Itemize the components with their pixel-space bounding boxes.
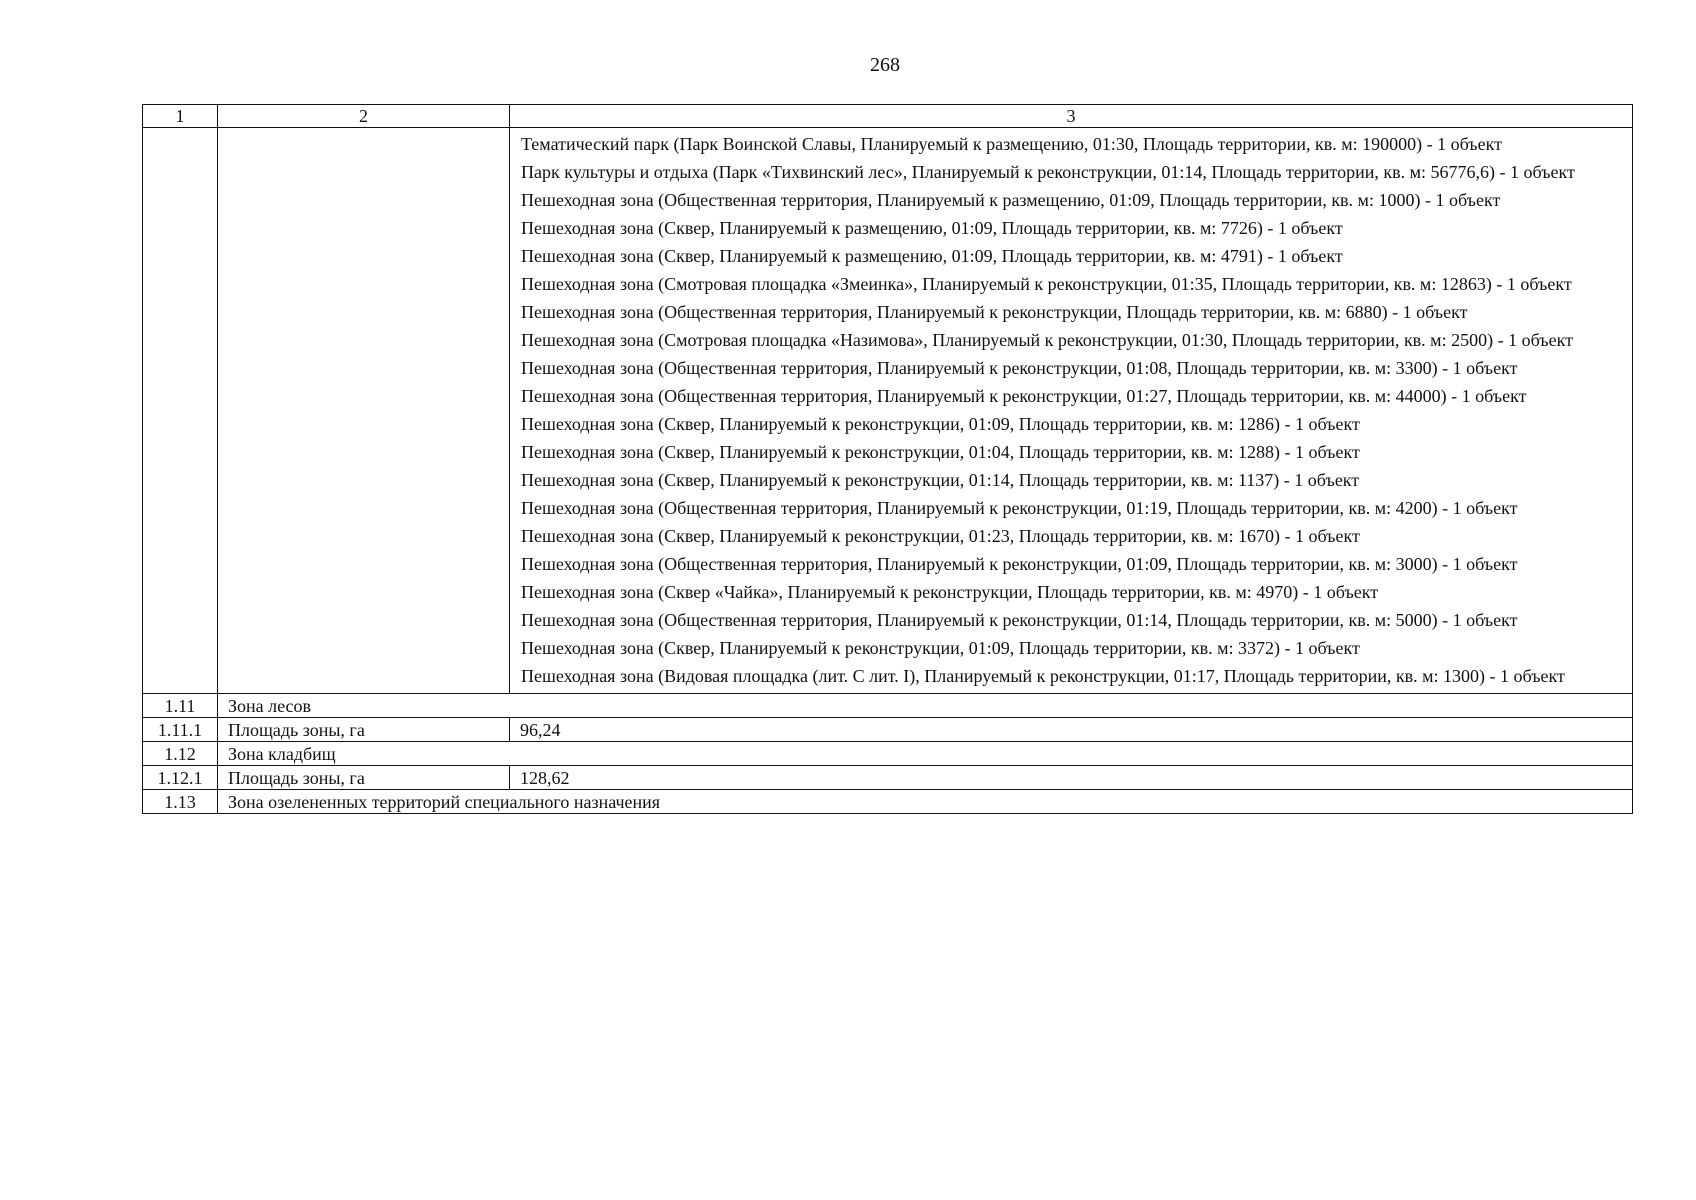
list-item: Пешеходная зона (Общественная территория, Планируемый к реконструкции, 01:19, Площадь территории, кв. м: 4200) - 1 объект: [521, 498, 1518, 518]
list-item: Парк культуры и отдыха (Парк «Тихвинский лес», Планируемый к реконструкции, 01:14, Площадь территории, кв. м: 56776,6) - 1 объект: [521, 162, 1575, 182]
row-name: Зона кладбищ: [218, 742, 1633, 766]
list-item: Пешеходная зона (Сквер, Планируемый к реконструкции, 01:04, Площадь территории, кв. м: 1288) - 1 объект: [521, 442, 1360, 462]
list-item: Пешеходная зона (Общественная территория, Планируемый к реконструкции, 01:09, Площадь территории, кв. м: 3000) - 1 объект: [521, 554, 1518, 574]
list-item: Пешеходная зона (Видовая площадка (лит. С лит. I), Планируемый к реконструкции, 01:17, Площадь территории, кв. м: 1300) - 1 объект: [521, 666, 1565, 686]
table-row: [143, 718, 1633, 742]
list-item: Пешеходная зона (Общественная территория, Планируемый к размещению, 01:09, Площадь территории, кв. м: 1000) - 1 объект: [521, 190, 1501, 210]
table-header-row: [143, 105, 1633, 128]
row-code: 1.11.1: [143, 718, 218, 742]
document-table: [142, 104, 1633, 814]
items-code-cell: [143, 128, 218, 694]
list-item: Пешеходная зона (Сквер, Планируемый к реконструкции, 01:14, Площадь территории, кв. м: 1137) - 1 объект: [521, 470, 1360, 490]
list-item: Тематический парк (Парк Воинской Славы, Планируемый к размещению, 01:30, Площадь территории, кв. м: 190000) - 1 объект: [521, 134, 1502, 154]
list-item: Пешеходная зона (Смотровая площадка «Змеинка», Планируемый к реконструкции, 01:35, Площадь территории, кв. м: 12863) - 1 объект: [521, 274, 1572, 294]
list-item: Пешеходная зона (Общественная территория, Планируемый к реконструкции, 01:27, Площадь территории, кв. м: 44000) - 1 объект: [521, 386, 1527, 406]
items-name-cell: [218, 128, 510, 694]
list-item: Пешеходная зона (Сквер, Планируемый к реконструкции, 01:09, Площадь территории, кв. м: 3372) - 1 объект: [521, 638, 1360, 658]
items-list-cell: [510, 128, 1633, 694]
row-value: 96,24: [510, 718, 1633, 742]
row-name: Зона озелененных территорий специального назначения: [218, 790, 1633, 814]
table-row: [143, 694, 1633, 718]
page-number: 268: [870, 54, 900, 76]
list-item: Пешеходная зона (Сквер, Планируемый к реконструкции, 01:09, Площадь территории, кв. м: 1286) - 1 объект: [521, 414, 1360, 434]
column-header-3: 3: [510, 105, 1633, 128]
row-code: 1.13: [143, 790, 218, 814]
list-item: Пешеходная зона (Общественная территория, Планируемый к реконструкции, 01:08, Площадь территории, кв. м: 3300) - 1 объект: [521, 358, 1518, 378]
list-item: Пешеходная зона (Смотровая площадка «Назимова», Планируемый к реконструкции, 01:30, Площадь территории, кв. м: 2500) - 1 объект: [521, 330, 1573, 350]
row-code: 1.12: [143, 742, 218, 766]
list-item: Пешеходная зона (Общественная территория, Планируемый к реконструкции, 01:14, Площадь территории, кв. м: 5000) - 1 объект: [521, 610, 1518, 630]
row-code: 1.11: [143, 694, 218, 718]
row-name: Площадь зоны, га: [218, 766, 510, 790]
row-code: 1.12.1: [143, 766, 218, 790]
row-name: Зона лесов: [218, 694, 1633, 718]
row-value: 128,62: [510, 766, 1633, 790]
table-row: [143, 790, 1633, 814]
list-item: Пешеходная зона (Общественная территория, Планируемый к реконструкции, Площадь территории, кв. м: 6880) - 1 объект: [521, 302, 1468, 322]
row-name: Площадь зоны, га: [218, 718, 510, 742]
table-row: [143, 766, 1633, 790]
list-item: Пешеходная зона (Сквер, Планируемый к реконструкции, 01:23, Площадь территории, кв. м: 1670) - 1 объект: [521, 526, 1360, 546]
items-row: [143, 128, 1633, 694]
column-header-1: 1: [143, 105, 218, 128]
table-row: [143, 742, 1633, 766]
list-item: Пешеходная зона (Сквер, Планируемый к размещению, 01:09, Площадь территории, кв. м: 4791) - 1 объект: [521, 246, 1343, 266]
column-header-2: 2: [218, 105, 510, 128]
list-item: Пешеходная зона (Сквер, Планируемый к размещению, 01:09, Площадь территории, кв. м: 7726) - 1 объект: [521, 218, 1343, 238]
list-item: Пешеходная зона (Сквер «Чайка», Планируемый к реконструкции, Площадь территории, кв. м: 4970) - 1 объект: [521, 582, 1379, 602]
